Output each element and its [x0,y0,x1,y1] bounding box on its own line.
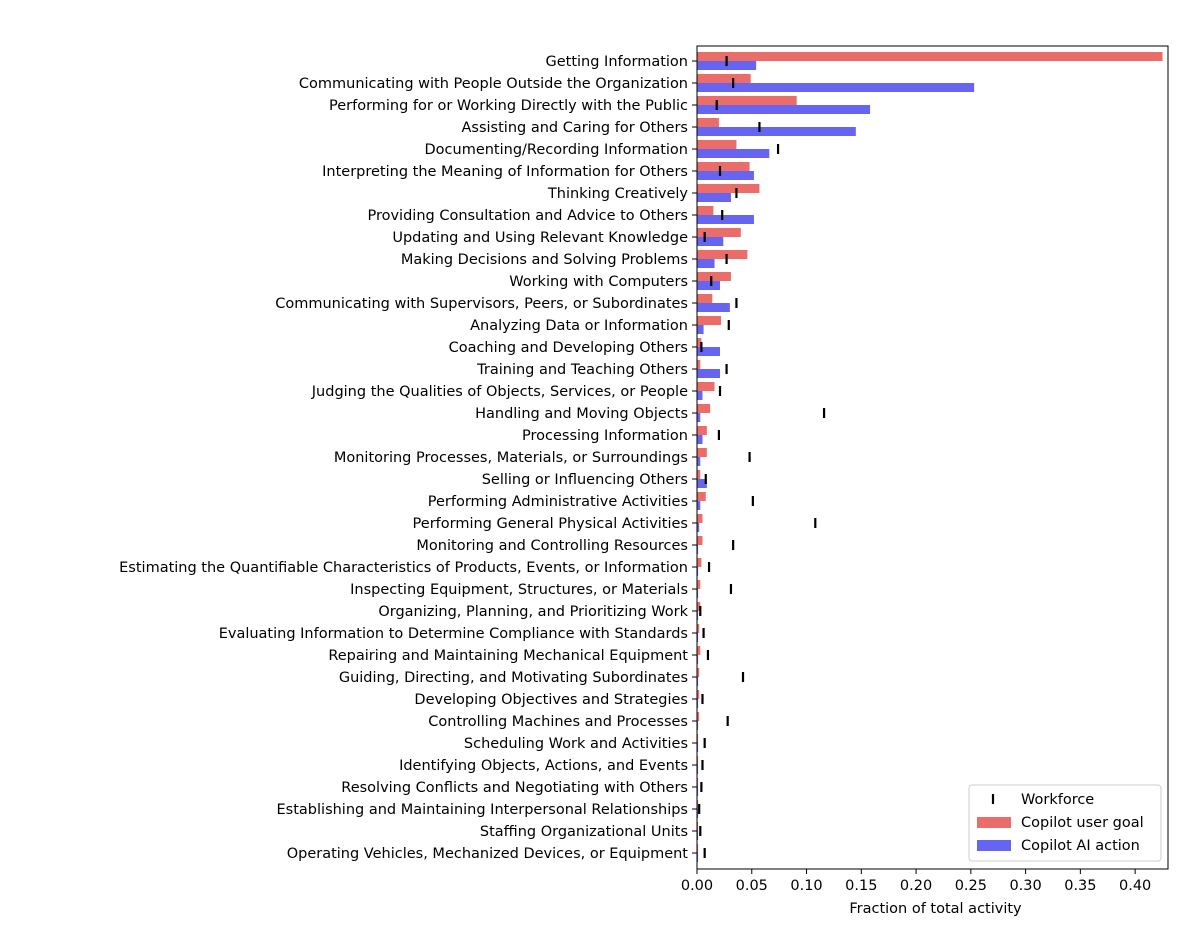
category-label: Resolving Conflicts and Negotiating with Others [341,780,688,796]
bar-user-goal [697,492,706,501]
bar-user-goal [697,558,701,567]
category-label: Providing Consultation and Advice to Others [367,208,688,224]
category-label: Scheduling Work and Activities [463,736,688,752]
bar-user-goal [697,426,707,435]
category-label: Thinking Creatively [547,186,688,202]
bar-user-goal [697,514,702,523]
x-axis [681,869,1151,894]
legend-swatch [977,817,1011,828]
bar-ai-action [697,281,720,290]
category-label: Identifying Objects, Actions, and Events [399,758,688,774]
bar-user-goal [697,118,719,127]
bar-user-goal [697,448,707,457]
category-label: Selling or Influencing Others [481,472,688,488]
category-label: Estimating the Quantifiable Characteristics of Products, Events, or Information [119,560,688,576]
category-label: Guiding, Directing, and Motivating Subordinates [338,670,688,686]
bar-user-goal [697,250,747,259]
category-label: Inspecting Equipment, Structures, or Materials [350,582,688,598]
category-label: Updating and Using Relevant Knowledge [392,230,688,246]
category-label: Evaluating Information to Determine Compliance with Standards [218,626,688,642]
bar-user-goal [697,294,712,303]
bar-ai-action [697,237,723,246]
legend-entry: Copilot user goal [1021,815,1144,831]
category-label: Training and Teaching Others [477,362,688,378]
x-tick-label: 0.40 [1118,878,1152,894]
x-tick-label: 0.35 [1064,878,1097,894]
category-label: Monitoring Processes, Materials, or Surroundings [333,450,688,466]
category-label: Documenting/Recording Information [424,142,688,158]
bar-user-goal [697,74,751,83]
bar-ai-action [697,259,715,268]
bar-user-goal [697,162,750,171]
bar-user-goal [697,382,715,391]
bar-user-goal [697,272,731,281]
legend [969,785,1161,861]
category-label: Making Decisions and Solving Problems [400,252,688,268]
category-label: Performing for or Working Directly with the Public [328,98,688,114]
category-label: Assisting and Caring for Others [461,120,688,136]
category-label: Getting Information [545,54,688,70]
category-label: Operating Vehicles, Mechanized Devices, or Equipment [286,846,688,862]
category-label: Monitoring and Controlling Resources [416,538,688,554]
category-label: Repairing and Maintaining Mechanical Equipment [328,648,688,664]
category-label: Performing General Physical Activities [412,516,688,532]
bar-ai-action [697,215,754,224]
bars-layer [697,52,1163,862]
x-tick-label: 0.20 [899,878,933,894]
category-label: Communicating with People Outside the Organization [298,76,688,92]
legend-entry: Workforce [1021,792,1095,808]
bar-ai-action [697,303,730,312]
category-label: Working with Computers [509,274,688,290]
category-labels [119,54,697,862]
bar-user-goal [697,404,710,413]
bar-user-goal [697,184,759,193]
category-label: Handling and Moving Objects [475,406,688,422]
category-label: Analyzing Data or Information [470,318,688,334]
bar-ai-action [697,369,720,378]
x-tick-label: 0.00 [680,878,714,894]
bar-ai-action [697,149,769,158]
x-tick-label: 0.15 [845,878,878,894]
x-tick-label: 0.30 [1009,878,1042,894]
category-label: Performing Administrative Activities [427,494,688,510]
legend-swatch [977,840,1011,851]
category-label: Communicating with Supervisors, Peers, or Subordinates [275,296,688,312]
legend-entry: Copilot AI action [1021,838,1140,854]
bar-ai-action [697,127,856,136]
category-label: Developing Objectives and Strategies [414,692,688,708]
x-tick-label: 0.10 [790,878,823,894]
bar-ai-action [697,435,702,444]
bar-ai-action [697,391,702,400]
plot-frame [697,46,1168,869]
x-tick-label: 0.05 [735,878,768,894]
category-label: Establishing and Maintaining Interpersonal Relationships [276,802,688,818]
x-tick-label: 0.25 [954,878,987,894]
bar-user-goal [697,140,736,149]
bar-ai-action [697,105,870,114]
category-label: Staffing Organizational Units [479,824,688,840]
bar-user-goal [697,206,713,215]
category-label: Interpreting the Meaning of Information for Others [322,164,688,180]
bar-user-goal [697,316,721,325]
bar-user-goal [697,96,797,105]
category-label: Organizing, Planning, and Prioritizing Work [378,604,688,620]
bar-ai-action [697,325,704,334]
bar-user-goal [697,536,702,545]
category-label: Judging the Qualities of Objects, Services, or People [311,384,688,400]
bar-user-goal [697,52,1163,61]
category-label: Coaching and Developing Others [448,340,688,356]
category-label: Controlling Machines and Processes [428,714,688,730]
category-label: Processing Information [522,428,688,444]
bar-ai-action [697,193,731,202]
bar-ai-action [697,171,754,180]
x-axis-label: Fraction of total activity [849,901,1022,917]
bar-ai-action [697,83,974,92]
